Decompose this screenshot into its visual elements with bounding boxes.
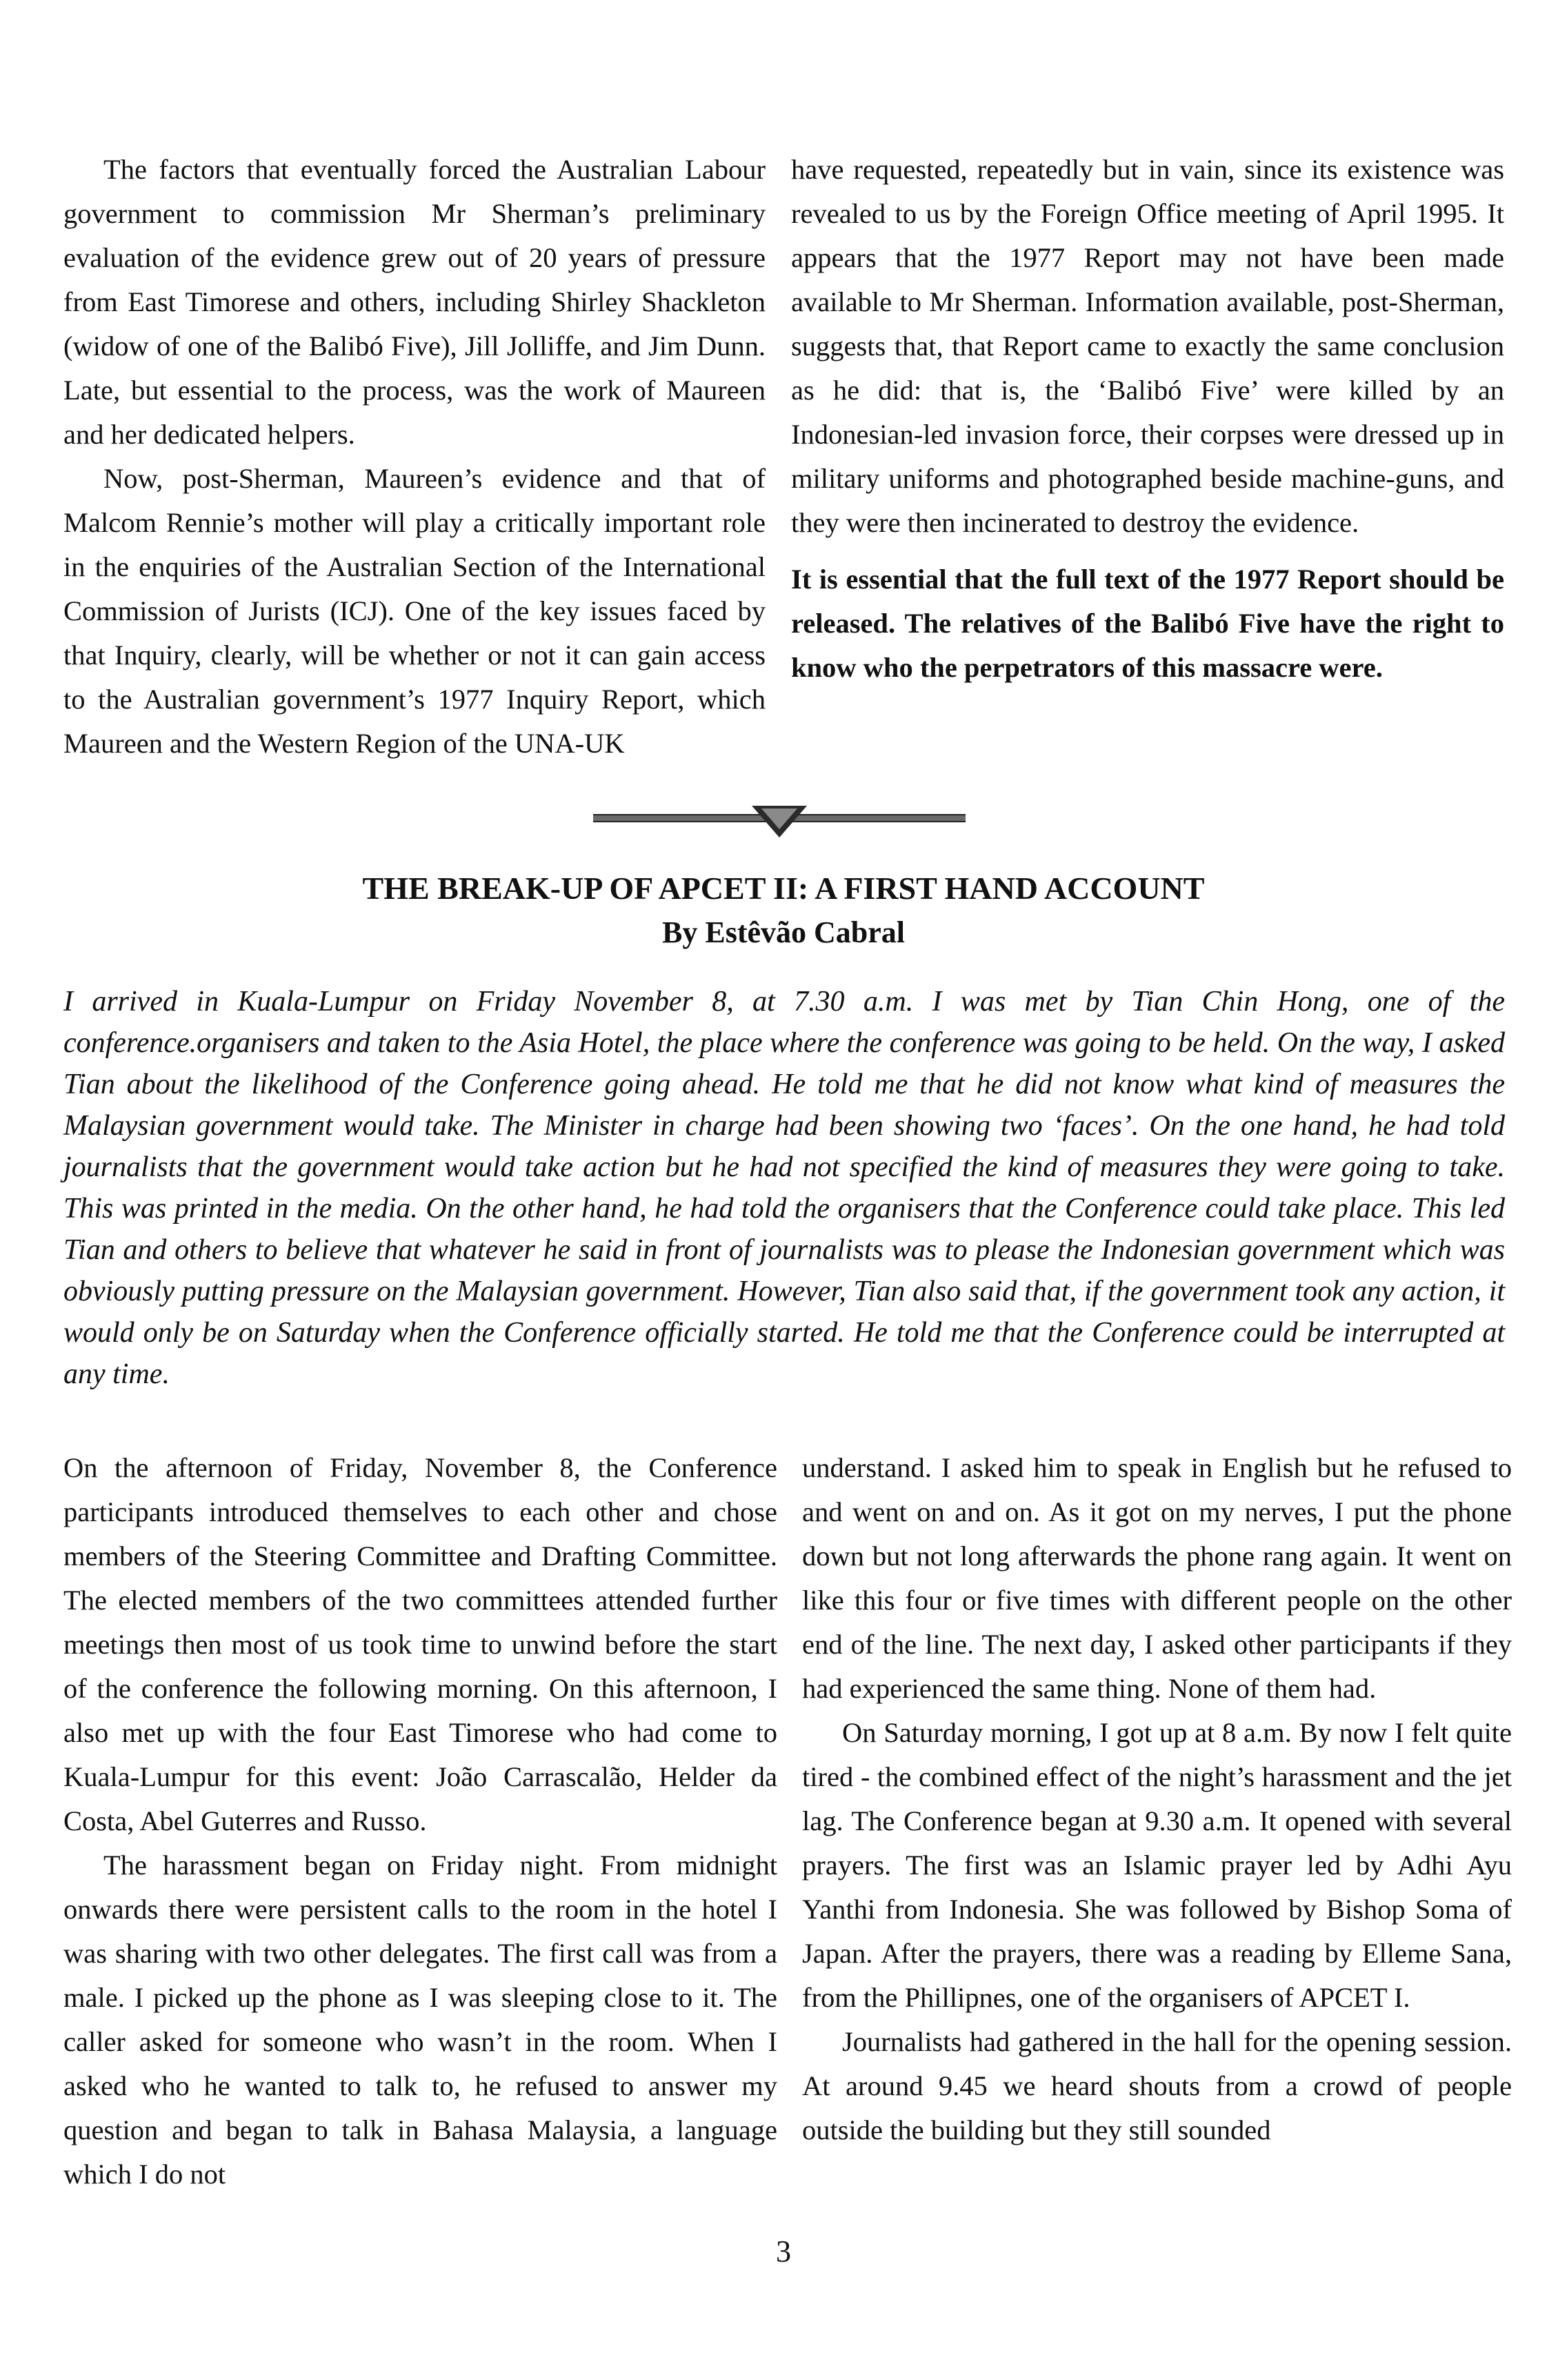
paragraph-phone-calls: understand. I asked him to speak in English but he refused to and went on and on. As it got on my nerves, I put the phone down but not long afterwards the phone rang again. It went on like this four or five times with different people on the other end of the line. The next day, I asked other participants if they had experienced the same thing. None of them had. bbox=[802, 1452, 1512, 1704]
section-divider-ornament bbox=[593, 800, 966, 839]
article-title: THE BREAK-UP OF APCET II: A FIRST HAND ACCOUNT bbox=[362, 871, 1205, 906]
top-left-column bbox=[63, 148, 766, 766]
paragraph-saturday-morning: On Saturday morning, I got up at 8 a.m. By now I felt quite tired - the combined effect of the night’s harassment and the jet lag. The Conference began at 9.30 a.m. It opened with several prayers. The first was an Islamic prayer led by Adhi Ayu Yanthi from Indonesia. She was followed by Bishop Soma of Japan. After the prayers, there was a reading by Elleme Sana, from the Phillipnes, one of the organisers of APCET I. bbox=[802, 1717, 1512, 2013]
article-intro: I arrived in Kuala-Lumpur on Friday November 8, at 7.30 a.m. I was met by Tian Chin Hong, one of the conference.organisers and taken to the Asia Hotel, the place where the conference was going to be held. On the way, I asked Tian about the likelihood of the Conference going ahead. He told me that he did not know what kind of measures the Malaysian government would take. The Minister in charge had been showing two ‘faces’. On the one hand, he had told journalists that the government would take action but he had not specified the kind of measures they were going to take. This was printed in the media. On the other hand, he had told the organisers that the Conference could take place. This led Tian and others to believe that whatever he said in front of journalists was to please the Indonesian government which was obviously putting pressure on the Malaysian government. However, Tian also said that, if the government took any action, it would only be on Saturday when the Conference officially started. He told me that the Conference could be interrupted at any time. bbox=[63, 986, 1505, 1390]
page-number: 3 bbox=[776, 2234, 791, 2268]
paragraph-journalists: Journalists had gathered in the hall for the opening session. At around 9.45 we heard shouts from a crowd of people outside the building but they still sounded bbox=[802, 2026, 1512, 2145]
paragraph-continuation: have requested, repeatedly but in vain, since its existence was revealed to us by the Foreign Office meeting of April 1995. It appears that the 1977 Report may not have been made available to Mr Sherman. Information available, post-Sherman, suggests that, that Report came to exactly the same conclusion as he did: that is, the ‘Balibó Five’ were killed by an Indonesian-led invasion force, their corpses were dressed up in military uniforms and photographed beside machine-guns, and they were then incinerated to destroy the evidence. bbox=[791, 154, 1504, 538]
article-left-column bbox=[63, 1446, 777, 2196]
article-byline: By Estêvão Cabral bbox=[662, 915, 905, 949]
top-right-column bbox=[791, 148, 1504, 690]
paragraph-call-to-release-report: It is essential that the full text of the 1977 Report should be released. The relatives of the Balibó Five have the right to know who the perpetrators of this massacre were. bbox=[791, 564, 1504, 683]
article-right-column bbox=[802, 1446, 1512, 2152]
paragraph-harassment: The harassment began on Friday night. From midnight onwards there were persistent calls to the room in the hotel I was sharing with two other delegates. The first call was from a male. I picked up the phone as I was sleeping close to it. The caller asked for someone who wasn’t in the room. When I asked who he wanted to talk to, he refused to answer my question and began to talk in Bahasa Malaysia, a language which I do not bbox=[63, 1850, 777, 2190]
paragraph-post-sherman: Now, post-Sherman, Maureen’s evidence and that of Malcom Rennie’s mother will play a critically important role in the enquiries of the Australian Section of the International Commission of Jurists (ICJ). One of the key issues faced by that Inquiry, clearly, will be whether or not it can gain access to the Australian government’s 1977 Inquiry Report, which Maureen and the Western Region of the UNA-UK bbox=[63, 463, 766, 759]
paragraph-factors: The factors that eventually forced the Australian Labour government to commission Mr Sherman’s preliminary evaluation of the evidence grew out of 20 years of pressure from East Timorese and others, including Shirley Shackleton (widow of one of the Balibó Five), Jill Jolliffe, and Jim Dunn. Late, but essential to the process, was the work of Maureen and her dedicated helpers. bbox=[63, 154, 766, 450]
paragraph-friday-afternoon: On the afternoon of Friday, November 8, the Conference participants introduced themselves to each other and chose members of the Steering Committee and Drafting Committee. The elected members of the two committees attended further meetings then most of us took time to unwind before the start of the conference the following morning. On this afternoon, I also met up with the four East Timorese who had come to Kuala-Lumpur for this event: João Carrascalão, Helder da Costa, Abel Guterres and Russo. bbox=[63, 1452, 777, 1836]
